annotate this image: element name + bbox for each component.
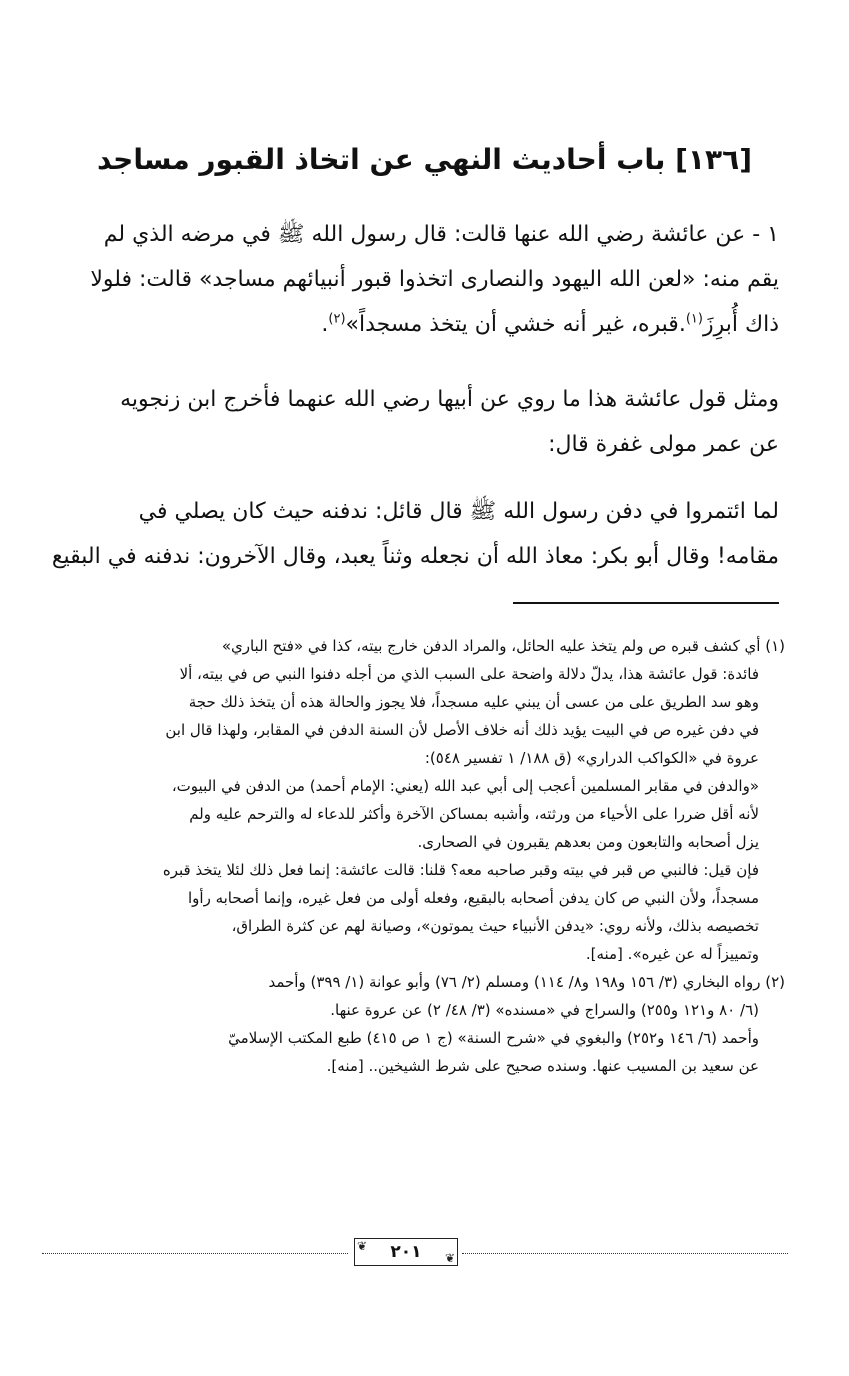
footnote-separator (513, 602, 779, 604)
footnote-2 (40, 968, 785, 1080)
footnote-line: فائدة: قول عائشة هذا، يدلّ دلالة واضحة على السبب الذي من أجله دفنوا النبي ص في بيته، ألا (179, 665, 759, 683)
footnote-line: «والدفن في مقابر المسلمين أعجب إلى أبي عبد الله (يعني: الإمام أحمد) من الدفن في البيوت، (171, 777, 759, 795)
text-segment: ذاك أُبرِزَ (702, 312, 779, 337)
dotted-rule-right (462, 1253, 788, 1254)
footnote-line: وأحمد (٦/ ١٤٦ و٢٥٢) والبغوي في «شرح السنة» (ج ١ ص ٤١٥) طبع المكتب الإسلاميّ (228, 1029, 759, 1047)
text-line: ومثل قول عائشة هذا ما روي عن أبيها رضي الله عنهما فأخرج ابن زنجويه (120, 387, 779, 412)
footnote-line: عروة في «الكواكب الدراري» (ق ١٨٨/ ١ تفسير ٥٤٨): (424, 749, 759, 767)
page-number-frame (354, 1238, 458, 1266)
footnote-line: تخصيصه بذلك، ولأنه روي: «يدفن الأنبياء حيث يموتون»، وصيانة لهم عن كثرة الطراق، (231, 917, 759, 935)
chapter-title: [١٣٦] باب أحاديث النهي عن اتخاذ القبور مساجد (96, 143, 752, 176)
hadith-paragraph-1 (40, 212, 779, 347)
text-line: لما ائتمروا في دفن رسول الله ﷺ قال قائل: ندفنه حيث كان يصلي في (138, 499, 779, 524)
dotted-rule-left (42, 1253, 348, 1254)
text-segment: . (321, 312, 329, 337)
footnote-line: وتمييزاً له عن غيره». [منه]. (585, 945, 759, 963)
footnote-line: (١) أي كشف قبره ص ولم يتخذ عليه الحائل، والمراد الدفن خارج بيته، كذا في «فتح الباري» (221, 637, 785, 655)
footnote-marker-2[interactable]: (٢) (328, 311, 346, 327)
corner-ornament-icon: ❦ (444, 1251, 455, 1265)
page-footer (42, 1236, 788, 1270)
text-line: مقامه! وقال أبو بكر: معاذ الله أن نجعله وثناً يعبد، وقال الآخرون: ندفنه في البقيع (51, 544, 779, 569)
footnote-line: وهو سد الطريق على من عسى أن يبني عليه مسجداً، فلا يجوز والحالة هذه أن يتخذ ذلك حجة (188, 693, 759, 711)
text-line: يقم منه: «لعن الله اليهود والنصارى اتخذوا قبور أنبيائهم مساجد» قالت: فلولا (90, 267, 779, 292)
corner-ornament-icon: ❦ (357, 1239, 368, 1253)
footnote-line: عن سعيد بن المسيب عنها. وسنده صحيح على شرط الشيخين.. [منه]. (326, 1057, 759, 1075)
page-number: ٢٠١ (390, 1242, 422, 1262)
narration-paragraph-2 (40, 377, 779, 467)
text-segment: .قبره، غير أنه خشي أن يتخذ مسجداً» (345, 312, 686, 337)
footnote-line: يزل أصحابه والتابعون ومن بعدهم يقبرون في الصحارى. (417, 833, 759, 851)
footnote-line: فإن قيل: فالنبي ص قبر في بيته وقبر صاحبه معه؟ قلنا: قالت عائشة: إنما فعل ذلك لئلا يتخذ قبره (162, 861, 759, 879)
narration-paragraph-3 (40, 489, 779, 579)
footnote-1 (40, 632, 785, 968)
text-line: عن عمر مولى غفرة قال: (548, 432, 779, 457)
footnote-line: مسجداً، ولأن النبي ص كان يدفن أصحابه بالبقيع، وفعله أولى من فعل غيره، وإنما أصحابه رأوا (188, 889, 759, 907)
footnote-line: لأنه أقل ضررا على الأحياء من ورثته، وأشبه بمساكن الآخرة وأكثر للدعاء له والترحم عليه ولم (189, 805, 759, 823)
footnote-marker-1[interactable]: (١) (685, 311, 703, 327)
text-line (40, 302, 779, 347)
footnotes (40, 632, 785, 1080)
footnote-line: في دفن غيره ص في البيت يؤيد ذلك أنه خلاف الأصل لأن السنة الدفن في المقابر، ولهذا قال ابن (165, 721, 759, 739)
text-line: ١ - عن عائشة رضي الله عنها قالت: قال رسول الله ﷺ في مرضه الذي لم (103, 222, 779, 247)
footnote-line: (٦/ ٨٠ و١٢١ و٢٥٥) والسراج في «مسنده» (٣/ ٤٨/ ٢) عن عروة عنها. (330, 1001, 759, 1019)
footnote-line: (٢) رواه البخاري (٣/ ١٥٦ و١٩٨ و٨/ ١١٤) ومسلم (٢/ ٧٦) وأبو عوانة (١/ ٣٩٩) وأحمد (268, 973, 785, 991)
